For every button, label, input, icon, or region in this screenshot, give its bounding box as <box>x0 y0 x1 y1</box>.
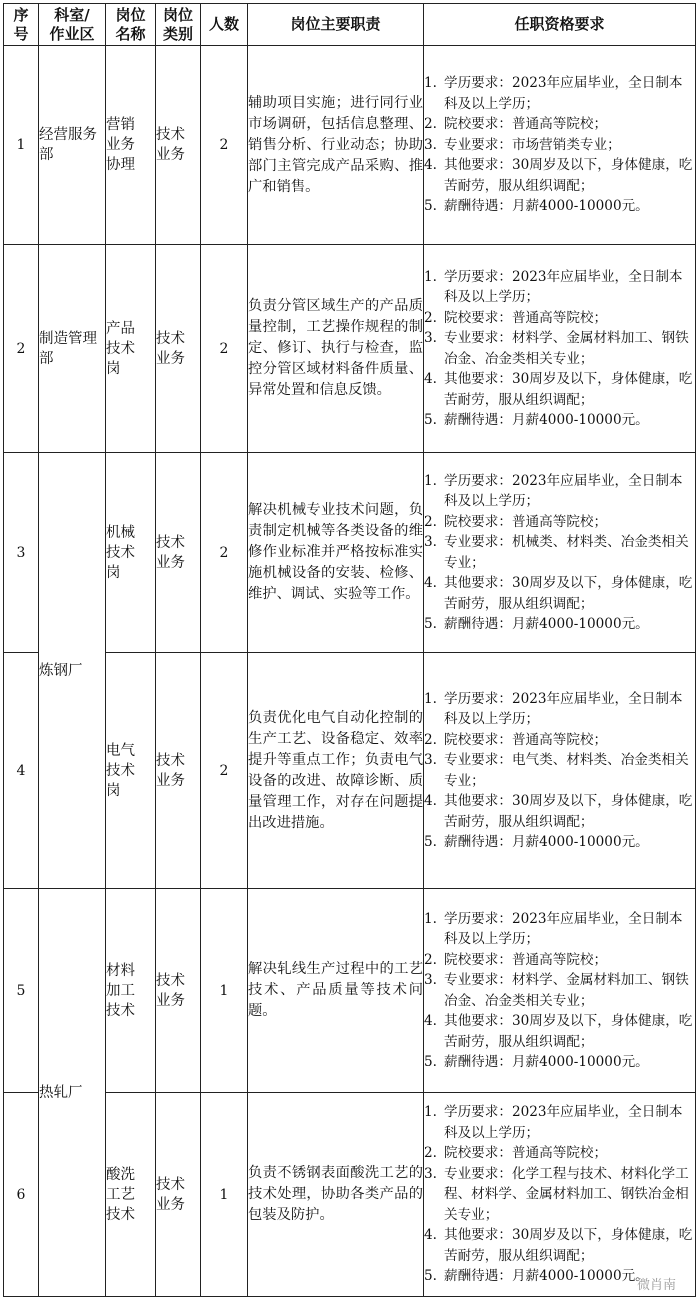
category-cell: 技术业务 <box>156 1093 201 1297</box>
requirements-cell <box>424 1093 696 1297</box>
duty-cell: 负责优化电气自动化控制的生产工艺、设备稳定、效率提升等重点工作；负责电气设备的改进、故障诊断、质量管理工作，对存在问题提出改进措施。 <box>248 653 424 889</box>
requirements-list <box>424 689 695 853</box>
list-item: 2. 院校要求：普通高等院校； <box>424 513 608 530</box>
requirements-list <box>424 73 695 217</box>
count-cell: 2 <box>201 453 248 653</box>
requirements-cell <box>424 245 696 453</box>
list-item: 2. 院校要求：普通高等院校； <box>424 309 608 326</box>
list-item: 5. 薪酬待遇：月薪4000-10000元。 <box>424 412 649 428</box>
position-name-cell: 营销业务协理 <box>106 46 156 245</box>
header-row <box>4 4 696 46</box>
position-name-cell: 电气技术岗 <box>106 653 156 889</box>
header-reqs: 任职资格要求 <box>424 4 696 46</box>
duty-cell: 负责不锈钢表面酸洗工艺的技术处理，协助各类产品的包装及防护。 <box>248 1093 424 1297</box>
header-dept: 科室/ 作业区 <box>39 4 106 46</box>
header-duties: 岗位主要职责 <box>248 4 424 46</box>
list-item: 3. 专业要求：化学工程与技术、材料化学工程、材料学、金属材料加工、钢铁冶金相关专业； <box>424 1165 689 1223</box>
count-cell: 1 <box>201 889 248 1093</box>
list-item: 4. 其他要求：30周岁及以下，身体健康，吃苦耐劳，服从组织调配； <box>424 793 693 830</box>
seq-cell: 1 <box>4 46 39 245</box>
list-item: 1. 学历要求：2023年应届毕业，全日制本科及以上学历； <box>424 690 683 727</box>
recruitment-table <box>3 3 696 1297</box>
category-cell: 技术业务 <box>156 46 201 245</box>
list-item: 1. 学历要求：2023年应届毕业，全日制本科及以上学历； <box>424 1104 683 1141</box>
requirements-list <box>424 267 695 431</box>
position-name-cell: 产品技术岗 <box>106 245 156 453</box>
list-item: 5. 薪酬待遇：月薪4000-10000元。 <box>424 1268 649 1285</box>
duty-cell: 解决机械专业技术问题，负责制定机械等各类设备的维修作业标准并严格按标准实施机械设备的安装、检修、维护、调试、实验等工作。 <box>248 453 424 653</box>
count-cell: 1 <box>201 1093 248 1297</box>
table-row <box>4 889 696 1093</box>
duty-cell: 负责分管区域生产的产品质量控制，工艺操作规程的制定、修订、执行与检查，监控分管区域材料备件质量、异常处置和信息反馈。 <box>248 245 424 453</box>
dept-cell: 炼钢厂 <box>39 453 106 889</box>
dept-cell: 制造管理部 <box>39 245 106 453</box>
list-item: 4. 其他要求：30周岁及以下，身体健康，吃苦耐劳，服从组织调配； <box>424 1013 693 1050</box>
list-item: 3. 专业要求：市场营销类专业； <box>424 136 621 153</box>
requirements-cell <box>424 46 696 245</box>
list-item: 1. 学历要求：2023年应届毕业，全日制本科及以上学历； <box>424 75 683 112</box>
table-row <box>4 653 696 889</box>
requirements-list <box>424 1102 695 1287</box>
requirements-cell <box>424 453 696 653</box>
list-item: 5. 薪酬待遇：月薪4000-10000元。 <box>424 198 649 215</box>
header-category: 岗位 类别 <box>156 4 201 46</box>
requirements-cell <box>424 653 696 889</box>
list-item: 2. 院校要求：普通高等院校； <box>424 951 608 968</box>
header-seq: 序 号 <box>4 4 39 46</box>
list-item: 3. 专业要求：机械类、材料类、冶金类相关专业； <box>424 534 689 571</box>
list-item: 1. 学历要求：2023年应届毕业，全日制本科及以上学历； <box>424 472 683 509</box>
list-item: 5. 薪酬待遇：月薪4000-10000元。 <box>424 1054 649 1070</box>
list-item: 1. 学历要求：2023年应届毕业，全日制本科及以上学历； <box>424 268 683 305</box>
seq-cell: 3 <box>4 453 39 653</box>
seq-cell: 6 <box>4 1093 39 1297</box>
position-name-cell: 酸洗工艺技术 <box>106 1093 156 1297</box>
dept-cell: 经营服务部 <box>39 46 106 245</box>
position-name-cell: 机械技术岗 <box>106 453 156 653</box>
seq-cell: 2 <box>4 245 39 453</box>
dept-cell: 热轧厂 <box>39 889 106 1297</box>
list-item: 3. 专业要求：材料学、金属材料加工、钢铁冶金、冶金类相关专业； <box>424 330 689 367</box>
duty-cell: 辅助项目实施；进行同行业市场调研，包括信息整理、销售分析、行业动态；协助部门主管完成产品采购、推广和销售。 <box>248 46 424 245</box>
list-item: 4. 其他要求：30周岁及以下，身体健康，吃苦耐劳，服从组织调配； <box>424 575 693 612</box>
list-item: 5. 薪酬待遇：月薪4000-10000元。 <box>424 834 649 850</box>
list-item: 4. 其他要求：30周岁及以下，身体健康，吃苦耐劳，服从组织调配； <box>424 1227 693 1264</box>
requirements-cell <box>424 889 696 1093</box>
list-item: 1. 学历要求：2023年应届毕业，全日制本科及以上学历； <box>424 910 683 947</box>
requirements-list <box>424 909 695 1073</box>
requirements-list <box>424 471 695 635</box>
duty-cell: 解决轧线生产过程中的工艺技术、产品质量等技术问题。 <box>248 889 424 1093</box>
list-item: 5. 薪酬待遇：月薪4000-10000元。 <box>424 616 649 632</box>
seq-cell: 5 <box>4 889 39 1093</box>
list-item: 3. 专业要求：电气类、材料类、冶金类相关专业； <box>424 752 689 789</box>
count-cell: 2 <box>201 46 248 245</box>
count-cell: 2 <box>201 653 248 889</box>
category-cell: 技术业务 <box>156 653 201 889</box>
table-row <box>4 1093 696 1297</box>
category-cell: 技术业务 <box>156 245 201 453</box>
list-item: 2. 院校要求：普通高等院校； <box>424 116 608 133</box>
list-item: 4. 其他要求：30周岁及以下，身体健康，吃苦耐劳，服从组织调配； <box>424 371 693 408</box>
seq-cell: 4 <box>4 653 39 889</box>
list-item: 2. 院校要求：普通高等院校； <box>424 731 608 748</box>
table-row <box>4 245 696 453</box>
header-count: 人数 <box>201 4 248 46</box>
header-name: 岗位 名称 <box>106 4 156 46</box>
watermark: 微肖南 <box>636 1278 676 1293</box>
position-name-cell: 材料加工技术 <box>106 889 156 1093</box>
count-cell: 2 <box>201 245 248 453</box>
list-item: 2. 院校要求：普通高等院校； <box>424 1145 608 1162</box>
table-row <box>4 453 696 653</box>
list-item: 3. 专业要求：材料学、金属材料加工、钢铁冶金、冶金类相关专业； <box>424 972 689 1009</box>
list-item: 4. 其他要求：30周岁及以下，身体健康，吃苦耐劳，服从组织调配； <box>424 157 693 194</box>
table-row <box>4 46 696 245</box>
category-cell: 技术业务 <box>156 453 201 653</box>
category-cell: 技术业务 <box>156 889 201 1093</box>
